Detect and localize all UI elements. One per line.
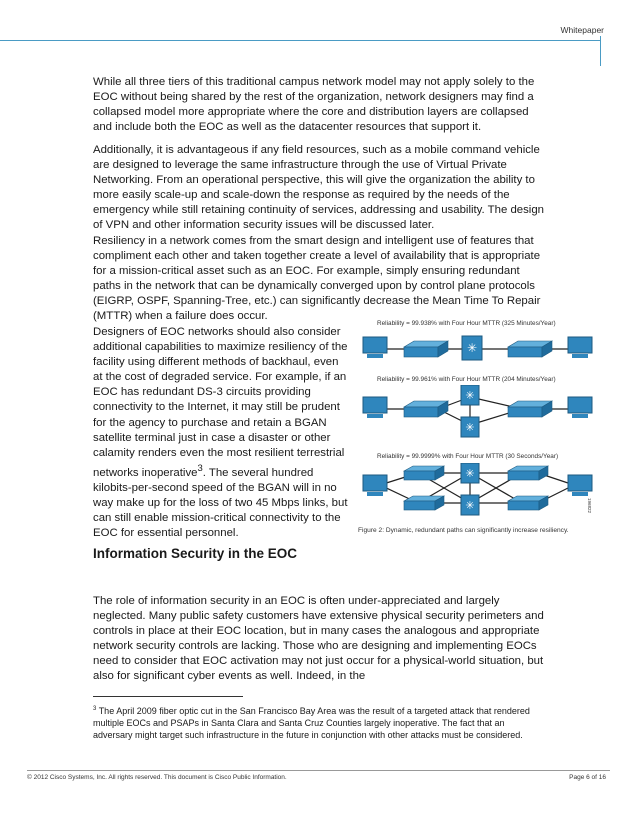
switch-icon [508, 496, 548, 510]
figure-title-2: Reliability = 99.961% with Four Hour MTTR (204 Minutes/Year) [377, 376, 556, 383]
figure-title-3: Reliability = 99.9999% with Four Hour MTTR (30 Seconds/Year) [377, 453, 559, 460]
pc-icon [363, 475, 387, 496]
paragraph-4 [93, 325, 349, 541]
pc-icon [568, 475, 592, 496]
diagram-1 [358, 332, 598, 382]
header-label: Whitepaper [560, 25, 604, 35]
footnote-rule [93, 696, 243, 697]
paragraph-4-text-b: . The several hundred kilobits-per-second speed of the BGAN will in no way make up for the loss of two 45 Mbps links, but can still enable mission-critical connectivity to the EOC for essential personnel. [93, 466, 348, 540]
switch-icon [404, 496, 444, 510]
pc-icon [363, 337, 387, 358]
svg-text:✳: ✳ [465, 467, 475, 480]
switch-icon [508, 466, 548, 480]
router-icon [462, 336, 482, 360]
svg-text:✳: ✳ [466, 341, 478, 355]
section-heading: Information Security in the EOC [93, 546, 298, 561]
router-icon [461, 463, 479, 483]
switch-icon [404, 401, 448, 417]
switch-icon [508, 401, 552, 417]
paragraph-4-text-a: Designers of EOC networks should also consider additional capabilities to maximize resiliency of the facility using different methods of backhaul, even at the cost of degraded service. For example, if an EOC has redundant DS-3 circuits providing connectivity to the Internet, it may still be prudent for the agency to purchase and retain a BGAN satellite terminal just in case a disaster or other calamity renders even the most resilient terrestrial networks inoperative [93, 326, 348, 479]
paragraph-2: Additionally, it is advantageous if any field resources, such as a mobile command vehicle are designed to leverage the same infrastructure through the use of Virtual Private Networking. From an operational perspective, this will give the organization the ability to more easily scale-up and scale-down the response as required by the needs of the emergency while still retaining continuity of services, addressing and usability. The design of VPN and other information security issues will be discussed later. [93, 144, 545, 232]
header-vertical-rule [600, 36, 601, 66]
figure-title-1: Reliability = 99.938% with Four Hour MTTR (325 Minutes/Year) [377, 320, 556, 327]
diagram-2 [358, 385, 598, 445]
svg-text:✳: ✳ [465, 421, 475, 434]
router-icon [461, 385, 479, 405]
footnote-number: 3 [93, 706, 97, 712]
pc-icon [363, 397, 387, 418]
paragraph-3: Resiliency in a network comes from the smart design and intelligent use of features that compliment each other and taken together create a level of availability that is appropriate for a mission-critical asset such as an EOC. For example, simply ensuring redundant paths in the network that can be dynamically converged upon by control plane protocols (EIGRP, OSPF, Spanning-Tree, etc.) can significantly decrease the Mean Time To Repair (MTTR) when a failure does occur. [93, 235, 541, 323]
paragraph-1: While all three tiers of this traditional campus network model may not apply solely to the EOC without being shared by the rest of the organization, network designers may find a collapsed model more appropriate where the core and distribution layers are collapsed and include both the EOC as well as the datacenter resources that support it. [93, 76, 535, 134]
switch-icon [508, 341, 552, 357]
figure-id-label: 196822 [587, 498, 592, 514]
footnote [93, 703, 543, 742]
footer-copyright: © 2012 Cisco Systems, Inc. All rights reserved. This document is Cisco Public Information. [27, 774, 287, 781]
svg-text:✳: ✳ [465, 499, 475, 512]
footer-rule [27, 770, 610, 771]
paragraph-5: The role of information security in an EOC is often under-appreciated and largely neglected. Many public safety customers have extensive physical security perimeters and controls in place at their EOC location, but in many cases the analogous and appropriate network security controls are lacking. Those who are designing and implementing EOCs need to consider that EOC activation may not just occur for a physical-world situation, but also for significant cyber events as well. Indeed, in the [93, 595, 544, 683]
diagram-3 [358, 463, 598, 523]
footnote-text: The April 2009 fiber optic cut in the San Francisco Bay Area was the result of a targeted attack that rendered multiple EOCs and PSAPs in Santa Clara and Santa Cruz Counties largely inoperative. The fact that an adversary might target such infrastructure in the future in conjunction with other attacks must be considered. [93, 706, 530, 741]
footnote-reference[interactable]: 3 [197, 462, 203, 474]
figure-caption: Figure 2: Dynamic, redundant paths can significantly increase resiliency. [358, 527, 569, 534]
switch-icon [404, 466, 444, 480]
pc-icon [568, 397, 592, 418]
router-icon [461, 417, 479, 437]
svg-text:✳: ✳ [465, 389, 475, 402]
switch-icon [404, 341, 448, 357]
pc-icon [568, 337, 592, 358]
router-icon [461, 495, 479, 515]
header-rule [0, 40, 600, 41]
footer-page-number: Page 6 of 16 [569, 774, 606, 781]
